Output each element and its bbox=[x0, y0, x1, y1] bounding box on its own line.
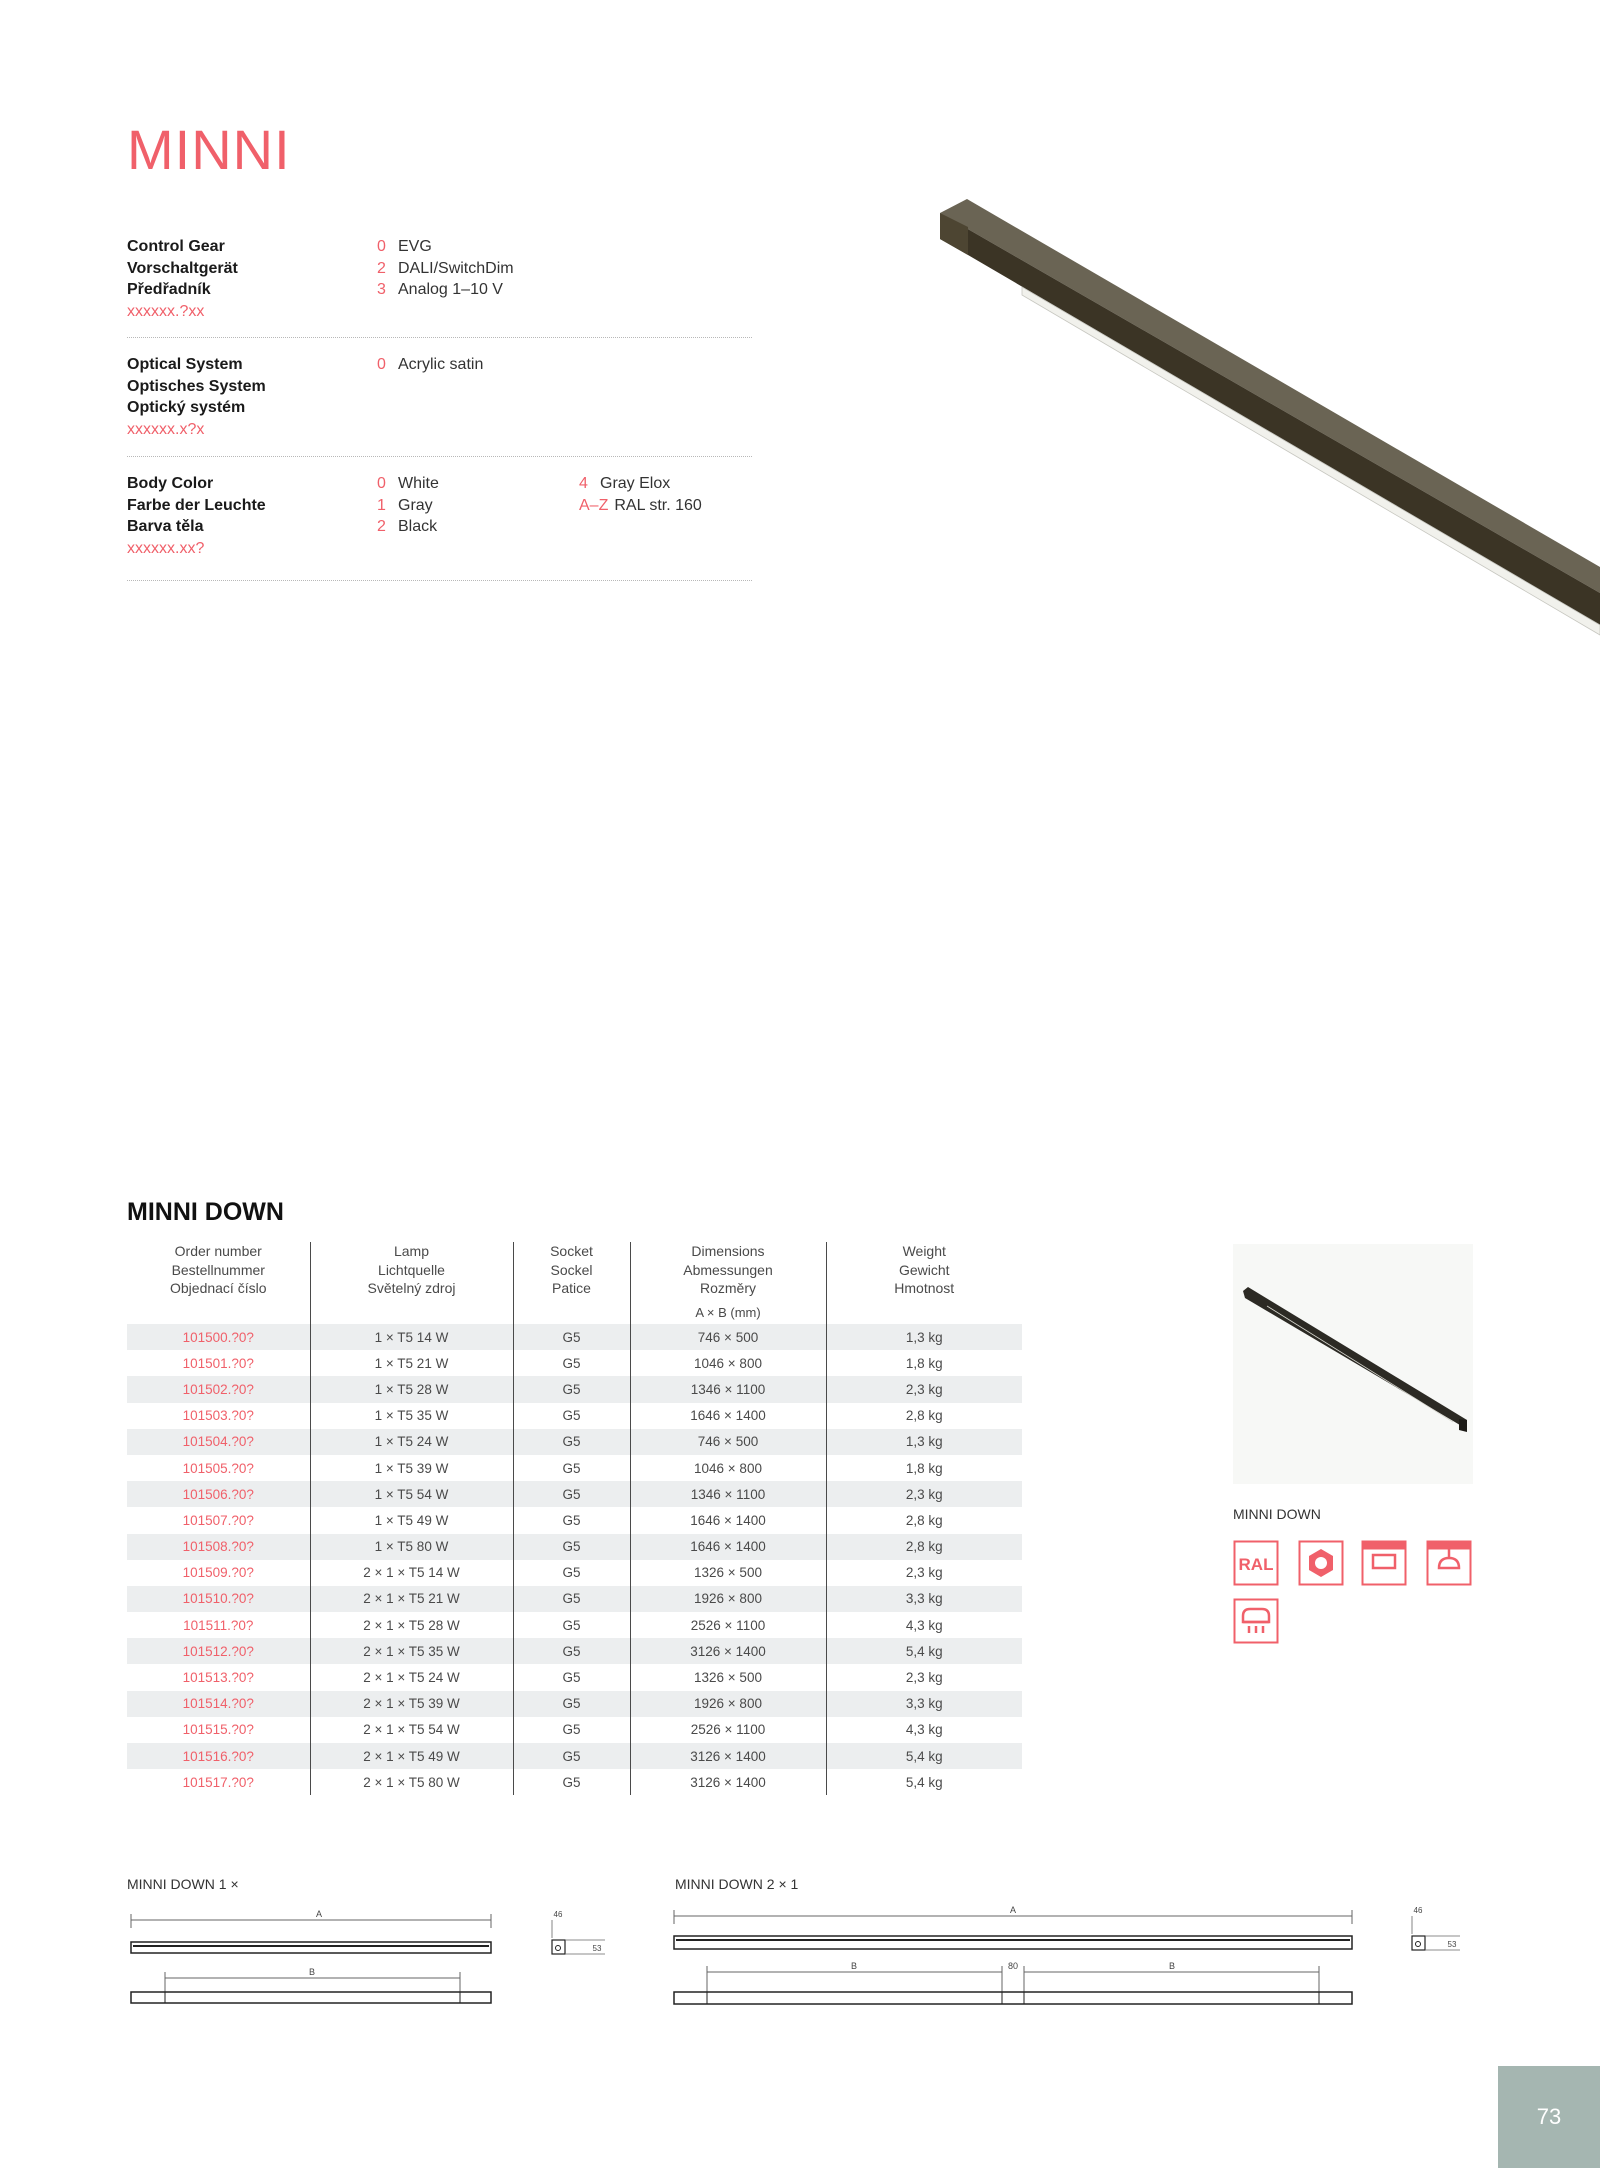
product-table bbox=[127, 1242, 1022, 1795]
socket-cell: G5 bbox=[513, 1691, 630, 1717]
option-number: 1 bbox=[377, 496, 386, 514]
lamp-cell: 2 × 1 × T5 14 W bbox=[310, 1560, 513, 1586]
fixture-diffuser bbox=[1022, 287, 1600, 635]
header-order-number: Order number Bestellnummer Objednací číslo bbox=[127, 1242, 310, 1324]
table-row bbox=[127, 1507, 1022, 1533]
table-row bbox=[127, 1429, 1022, 1455]
dimensions-cell: 1326 × 500 bbox=[630, 1664, 826, 1690]
body-color-options bbox=[127, 473, 752, 583]
socket-cell: G5 bbox=[513, 1324, 630, 1350]
header-dimensions-sub: A × B (mm) bbox=[695, 1304, 761, 1320]
lamp-cell: 1 × T5 39 W bbox=[310, 1455, 513, 1481]
option-number: 2 bbox=[377, 259, 386, 277]
weight-cell: 2,3 kg bbox=[905, 1670, 943, 1686]
drawing-single bbox=[127, 1900, 617, 2020]
option-labels bbox=[127, 354, 266, 440]
lamp-cell: 2 × 1 × T5 54 W bbox=[310, 1717, 513, 1743]
profile-width-label: 46 bbox=[1413, 1906, 1423, 1915]
option-label-en: Body Color bbox=[127, 475, 214, 492]
header-weight: Weight Gewicht Hmotnost bbox=[894, 1243, 955, 1296]
lamp-cell: 1 × T5 35 W bbox=[310, 1403, 513, 1429]
dimensions-cell: 1046 × 800 bbox=[630, 1455, 826, 1481]
pendant-mount-icon bbox=[1426, 1540, 1472, 1586]
option-item bbox=[377, 236, 514, 258]
ral-icon bbox=[1233, 1540, 1279, 1586]
weight-cell: 3,3 kg bbox=[826, 1586, 1022, 1612]
table-row bbox=[127, 1403, 1022, 1429]
option-number: 2 bbox=[377, 518, 386, 535]
table-row bbox=[127, 1324, 1022, 1350]
header-socket: Socket Sockel Patice bbox=[513, 1242, 630, 1324]
socket-cell: G5 bbox=[513, 1769, 630, 1795]
option-text: Gray bbox=[398, 496, 433, 514]
dimensions-cell: 1646 × 1400 bbox=[630, 1507, 826, 1533]
weight-cell: 4,3 kg bbox=[905, 1722, 943, 1738]
option-label-cz: Předřadník bbox=[127, 281, 211, 298]
dimensions-cell: 1646 × 1400 bbox=[630, 1403, 826, 1429]
fixture-body-top bbox=[940, 199, 1600, 593]
thumbnail-fixture-diffuser bbox=[1267, 1306, 1453, 1422]
order-number-cell: 101504.?0? bbox=[127, 1429, 310, 1455]
option-number: 0 bbox=[377, 238, 386, 255]
option-item bbox=[579, 473, 702, 495]
section-divider bbox=[127, 456, 752, 457]
dimensions-cell: 1926 × 800 bbox=[630, 1691, 826, 1717]
drawing-double bbox=[672, 1900, 1462, 2020]
order-number-cell: 101509.?0? bbox=[127, 1560, 310, 1586]
option-item bbox=[377, 279, 514, 301]
socket-cell: G5 bbox=[513, 1429, 630, 1455]
option-item bbox=[377, 258, 514, 280]
option-number: A–Z bbox=[579, 496, 609, 514]
lamp-cell: 1 × T5 21 W bbox=[310, 1350, 513, 1376]
option-item bbox=[377, 473, 439, 495]
dimension-label-gap: 80 bbox=[1007, 1961, 1019, 1971]
order-number-cell: 101508.?0? bbox=[127, 1534, 310, 1560]
order-number-cell: 101511.?0? bbox=[127, 1612, 310, 1638]
lamp-cell: 2 × 1 × T5 21 W bbox=[310, 1586, 513, 1612]
option-label-de: Optisches System bbox=[127, 377, 266, 395]
lamp-cell: 2 × 1 × T5 80 W bbox=[310, 1769, 513, 1795]
weight-cell: 5,4 kg bbox=[905, 1774, 943, 1790]
lamp-cell: 2 × 1 × T5 24 W bbox=[310, 1664, 513, 1690]
option-text: RAL str. 160 bbox=[614, 496, 702, 514]
socket-cell: G5 bbox=[513, 1376, 630, 1402]
dimensions-cell: 1326 × 500 bbox=[630, 1560, 826, 1586]
option-text: EVG bbox=[398, 238, 432, 255]
page-number-badge bbox=[1498, 2066, 1600, 2168]
option-number: 4 bbox=[579, 475, 588, 492]
table-row bbox=[127, 1717, 1022, 1743]
lamp-cell: 2 × 1 × T5 49 W bbox=[310, 1743, 513, 1769]
lamp-cell: 2 × 1 × T5 28 W bbox=[310, 1612, 513, 1638]
dimensions-cell: 3126 × 1400 bbox=[630, 1743, 826, 1769]
surface-mount-icon bbox=[1361, 1540, 1407, 1586]
socket-cell: G5 bbox=[513, 1481, 630, 1507]
weight-cell: 5,4 kg bbox=[826, 1638, 1022, 1664]
dimensions-cell: 1346 × 1100 bbox=[630, 1376, 826, 1402]
option-values bbox=[377, 473, 439, 538]
option-label-en: Optical System bbox=[127, 356, 243, 373]
profile-width-label: 46 bbox=[553, 1910, 563, 1919]
lamp-cell: 2 × 1 × T5 35 W bbox=[310, 1638, 513, 1664]
header-dimensions: Dimensions Abmessungen Rozměry A × B (mm) bbox=[630, 1242, 826, 1324]
option-item bbox=[579, 495, 702, 517]
dimensions-cell: 746 × 500 bbox=[630, 1429, 826, 1455]
order-number-cell: 101517.?0? bbox=[127, 1769, 310, 1795]
socket-cell: G5 bbox=[513, 1638, 630, 1664]
page-number: 73 bbox=[1536, 2104, 1562, 2129]
option-code: xxxxxx.xx? bbox=[127, 539, 205, 557]
dimension-label-b2: B bbox=[1168, 1961, 1176, 1971]
dimensions-cell: 2526 × 1100 bbox=[630, 1612, 826, 1638]
product-name: MINNI DOWN bbox=[127, 1198, 284, 1226]
order-number-cell: 101506.?0? bbox=[127, 1481, 310, 1507]
option-label-cz: Optický systém bbox=[127, 399, 246, 416]
dimension-label-b: B bbox=[308, 1967, 316, 1977]
option-labels bbox=[127, 473, 266, 559]
option-label-en: Control Gear bbox=[127, 238, 225, 255]
dimensions-cell: 3126 × 1400 bbox=[630, 1769, 826, 1795]
socket-cell: G5 bbox=[513, 1455, 630, 1481]
socket-cell: G5 bbox=[513, 1586, 630, 1612]
section-divider bbox=[127, 580, 752, 581]
option-values-secondary bbox=[579, 473, 702, 516]
table-row bbox=[127, 1481, 1022, 1507]
order-number-cell: 101503.?0? bbox=[127, 1403, 310, 1429]
option-item bbox=[377, 495, 439, 517]
dimensions-cell: 1646 × 1400 bbox=[630, 1534, 826, 1560]
socket-cell: G5 bbox=[513, 1350, 630, 1376]
option-text: Acrylic satin bbox=[398, 356, 484, 373]
order-number-cell: 101501.?0? bbox=[127, 1350, 310, 1376]
dimensions-cell: 1346 × 1100 bbox=[630, 1481, 826, 1507]
dimensions-cell: 3126 × 1400 bbox=[630, 1638, 826, 1664]
weight-cell: 3,3 kg bbox=[826, 1691, 1022, 1717]
fixture-photo bbox=[930, 195, 1600, 640]
table-row bbox=[127, 1691, 1022, 1717]
table-row bbox=[127, 1586, 1022, 1612]
thumbnail-fixture-body bbox=[1243, 1287, 1467, 1428]
socket-cell: G5 bbox=[513, 1507, 630, 1533]
product-thumbnail bbox=[1233, 1244, 1473, 1484]
drawing-caption-single: MINNI DOWN 1 × bbox=[127, 1876, 239, 1892]
lamp-cell: 1 × T5 80 W bbox=[310, 1534, 513, 1560]
weight-cell: 5,4 kg bbox=[826, 1743, 1022, 1769]
socket-cell: G5 bbox=[513, 1403, 630, 1429]
table-row bbox=[127, 1769, 1022, 1795]
order-number-cell: 101507.?0? bbox=[127, 1507, 310, 1533]
lamp-cell: 1 × T5 14 W bbox=[310, 1324, 513, 1350]
option-item bbox=[377, 354, 483, 376]
option-text: Gray Elox bbox=[600, 475, 671, 492]
option-text: Black bbox=[398, 518, 438, 535]
option-label-de: Farbe der Leuchte bbox=[127, 496, 266, 514]
ral-icon-label: RAL bbox=[1238, 1555, 1274, 1574]
profile-height-label: 53 bbox=[592, 1944, 602, 1953]
table-row bbox=[127, 1743, 1022, 1769]
order-number-cell: 101516.?0? bbox=[127, 1743, 310, 1769]
option-label-cz: Barva těla bbox=[127, 518, 204, 535]
table-row bbox=[127, 1664, 1022, 1690]
table-row bbox=[127, 1560, 1022, 1586]
dimension-label-a: A bbox=[315, 1909, 323, 1919]
socket-cell: G5 bbox=[513, 1612, 630, 1638]
socket-cell: G5 bbox=[513, 1560, 630, 1586]
option-text: DALI/SwitchDim bbox=[398, 259, 514, 277]
dimension-label-b1: B bbox=[850, 1961, 858, 1971]
thumbnail-fixture-end bbox=[1459, 1419, 1467, 1432]
order-number-cell: 101514.?0? bbox=[127, 1691, 310, 1717]
dimensions-cell: 1046 × 800 bbox=[630, 1350, 826, 1376]
order-number-cell: 101500.?0? bbox=[127, 1324, 310, 1350]
lamp-cell: 2 × 1 × T5 39 W bbox=[310, 1691, 513, 1717]
option-text: Analog 1–10 V bbox=[398, 281, 503, 298]
option-code: xxxxxx.x?x bbox=[127, 420, 205, 438]
option-values bbox=[377, 236, 514, 301]
weight-cell: 2,8 kg bbox=[905, 1408, 943, 1424]
order-number-cell: 101515.?0? bbox=[127, 1717, 310, 1743]
table-row bbox=[127, 1612, 1022, 1638]
table-row bbox=[127, 1534, 1022, 1560]
downlight-icon bbox=[1233, 1598, 1279, 1644]
section-divider bbox=[127, 337, 752, 338]
optical-system-options bbox=[127, 354, 752, 458]
control-gear-options bbox=[127, 236, 752, 340]
dimensions-cell: 1926 × 800 bbox=[630, 1586, 826, 1612]
option-labels bbox=[127, 236, 238, 322]
weight-cell: 2,8 kg bbox=[826, 1534, 1022, 1560]
page-title: MINNI bbox=[127, 118, 291, 181]
order-number-cell: 101512.?0? bbox=[127, 1638, 310, 1664]
dimensions-cell: 746 × 500 bbox=[630, 1324, 826, 1350]
lamp-cell: 1 × T5 24 W bbox=[310, 1429, 513, 1455]
thumbnail-fixture bbox=[1233, 1244, 1473, 1484]
fixture-body-side bbox=[940, 213, 1600, 625]
option-code: xxxxxx.?xx bbox=[127, 302, 205, 320]
lamp-cell: 1 × T5 49 W bbox=[310, 1507, 513, 1533]
hex-nut-icon bbox=[1298, 1540, 1344, 1586]
thumbnail-caption: MINNI DOWN bbox=[1233, 1506, 1321, 1522]
order-number-cell: 101505.?0? bbox=[127, 1455, 310, 1481]
table-body bbox=[127, 1324, 1022, 1795]
option-text: White bbox=[398, 475, 439, 492]
socket-cell: G5 bbox=[513, 1534, 630, 1560]
lamp-cell: 1 × T5 28 W bbox=[310, 1376, 513, 1402]
option-number: 0 bbox=[377, 475, 386, 492]
socket-cell: G5 bbox=[513, 1664, 630, 1690]
lamp-cell: 1 × T5 54 W bbox=[310, 1481, 513, 1507]
drawing-caption-double: MINNI DOWN 2 × 1 bbox=[675, 1876, 799, 1892]
weight-cell: 1,8 kg bbox=[905, 1355, 943, 1371]
option-number: 3 bbox=[377, 281, 386, 298]
order-number-cell: 101510.?0? bbox=[127, 1586, 310, 1612]
weight-cell: 2,8 kg bbox=[905, 1512, 943, 1528]
table-row bbox=[127, 1376, 1022, 1402]
table-row bbox=[127, 1455, 1022, 1481]
weight-cell: 1,8 kg bbox=[905, 1460, 943, 1476]
dimension-label-a: A bbox=[1009, 1905, 1017, 1915]
weight-cell: 1,3 kg bbox=[826, 1324, 1022, 1350]
weight-cell: 2,3 kg bbox=[905, 1565, 943, 1581]
table-row bbox=[127, 1350, 1022, 1376]
weight-cell: 2,3 kg bbox=[826, 1481, 1022, 1507]
weight-cell: 2,3 kg bbox=[826, 1376, 1022, 1402]
weight-cell: 4,3 kg bbox=[905, 1617, 943, 1633]
order-number-cell: 101513.?0? bbox=[127, 1664, 310, 1690]
table-row bbox=[127, 1638, 1022, 1664]
socket-cell: G5 bbox=[513, 1717, 630, 1743]
dimensions-cell: 2526 × 1100 bbox=[630, 1717, 826, 1743]
option-values bbox=[377, 354, 483, 376]
profile-height-label: 53 bbox=[1447, 1940, 1457, 1949]
option-number: 0 bbox=[377, 356, 386, 373]
socket-cell: G5 bbox=[513, 1743, 630, 1769]
option-item bbox=[377, 516, 439, 538]
header-lamp: Lamp Lichtquelle Světelný zdroj bbox=[310, 1242, 513, 1324]
weight-cell: 1,3 kg bbox=[826, 1429, 1022, 1455]
order-number-cell: 101502.?0? bbox=[127, 1376, 310, 1402]
table-header-row bbox=[127, 1242, 1022, 1324]
option-label-de: Vorschaltgerät bbox=[127, 259, 238, 277]
